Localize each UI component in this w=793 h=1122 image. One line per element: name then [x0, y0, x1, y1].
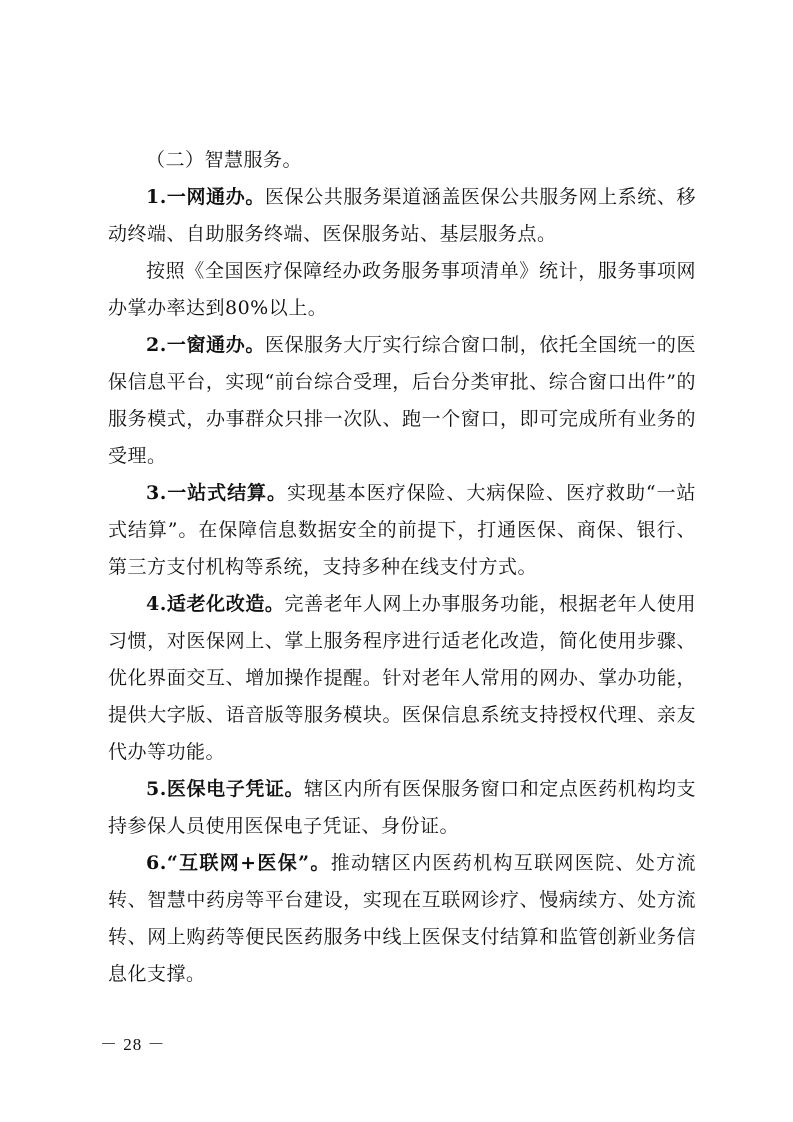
item-text: 医保公共服务渠道涵盖医保公共服务网上系统、移动终端、自助服务终端、医保服务站、基层服务点。 [108, 186, 696, 245]
page-number: － 28 － [100, 1035, 166, 1054]
item-text: 实现基本医疗保险、大病保险、医疗救助“一站式结算”。在保障信息数据安全的前提下，打通医保、商保、银行、第三方支付机构等系统，支持多种在线支付方式。 [108, 482, 696, 578]
item-text: 医保服务大厅实行综合窗口制，依托全国统一的医保信息平台，实现“前台综合受理，后台分类审批、综合窗口出件”的服务模式，办事群众只排一次队、跑一个窗口，即可完成所有业务的受理。 [108, 334, 696, 467]
item-lead: 3.一站式结算。 [146, 482, 287, 504]
item-text: 推动辖区内医药机构互联网医院、处方流转、智慧中药房等平台建设，实现在互联网诊疗、慢病续方、处方流转、网上购药等便民医药服务中线上医保支付结算和监管创新业务信息化支撑。 [108, 852, 696, 985]
paragraph-one-window [108, 327, 696, 475]
paragraph-elderly-adaptation [108, 586, 696, 771]
item-lead: 2.一窗通办。 [146, 334, 265, 356]
paragraph-e-voucher [108, 771, 696, 845]
item-lead: 5.医保电子凭证。 [146, 778, 305, 800]
item-lead: 1.一网通办。 [146, 186, 265, 208]
item-text: 按照《全国医疗保障经办政务服务事项清单》统计，服务事项网办掌办率达到80%以上。 [108, 260, 696, 319]
section-title: （二）智慧服务。 [146, 149, 303, 171]
item-lead: 6.“互联网+医保”。 [146, 852, 331, 874]
document-body [108, 142, 696, 993]
paragraph-internet-plus [108, 845, 696, 993]
paragraph-one-stop-settlement [108, 475, 696, 586]
paragraph-one-network [108, 179, 696, 253]
paragraph-statistics [108, 253, 696, 327]
item-text: 辖区内所有医保服务窗口和定点医药机构均支持参保人员使用医保电子凭证、身份证。 [108, 778, 696, 837]
item-text: 完善老年人网上办事服务功能，根据老年人使用习惯，对医保网上、掌上服务程序进行适老化改造，简化使用步骤、优化界面交互、增加操作提醒。针对老年人常用的网办、掌办功能，提供大字版、语音版等服务模块。医保信息系统支持授权代理、亲友代办等功能。 [108, 593, 696, 763]
item-lead: 4.适老化改造。 [146, 593, 285, 615]
